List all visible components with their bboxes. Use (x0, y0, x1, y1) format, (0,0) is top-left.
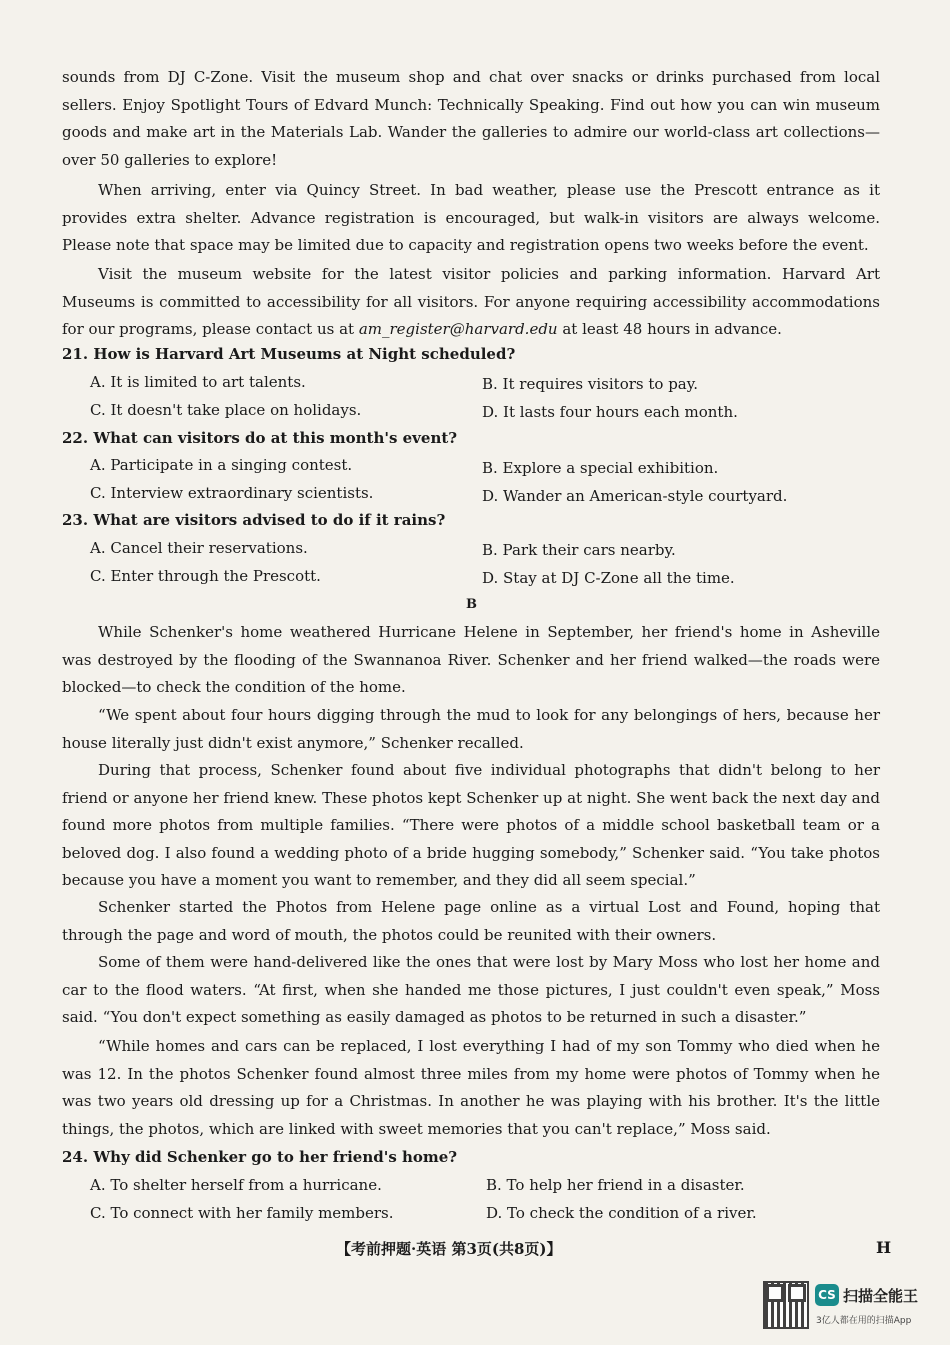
question-24-option-a[interactable]: A. To shelter herself from a hurricane. (90, 1176, 382, 1194)
qr-code-icon (763, 1281, 809, 1329)
passage-b-paragraph-5: Some of them were hand-delivered like the ones that were lost by Mary Moss who lost her home and car to the flood waters. “At first, when she handed me those pictures, I just couldn't even speak,” Moss said. “You don't expect something as easily damaged as photos to be returned in such a disaster.” (62, 953, 880, 1026)
camscanner-name: 扫描全能王 (843, 1287, 919, 1305)
question-21: 21. How is Harvard Art Museums at Night scheduled? (62, 345, 516, 363)
question-22-option-a[interactable]: A. Participate in a singing contest. (90, 456, 353, 474)
question-22-option-b[interactable]: B. Explore a special exhibition. (482, 459, 719, 477)
question-22-option-d[interactable]: D. Wander an American-style courtyard. (482, 487, 788, 505)
contact-email: am_register@harvard.edu (358, 320, 558, 338)
question-22-option-c[interactable]: C. Interview extraordinary scientists. (90, 484, 374, 502)
question-22: 22. What can visitors do at this month's event? (62, 429, 458, 447)
question-24-option-b[interactable]: B. To help her friend in a disaster. (486, 1176, 745, 1194)
question-24-option-d[interactable]: D. To check the condition of a river. (486, 1204, 757, 1222)
section-b-heading: B (466, 597, 477, 612)
footer-page-info: 【考前押题·英语 第3页(共8页)】 (336, 1240, 562, 1258)
question-21-option-d[interactable]: D. It lasts four hours each month. (482, 403, 738, 421)
question-23: 23. What are visitors advised to do if it rains? (62, 511, 446, 529)
question-24-option-c[interactable]: C. To connect with her family members. (90, 1204, 394, 1222)
passage-b-paragraph-1: While Schenker's home weathered Hurricane Helene in September, her friend's home in Asheville was destroyed by the flooding of the Swannanoa River. Schenker and her friend walked—the roads were blocked—to check the condition of the home. (62, 623, 880, 696)
question-23-option-b[interactable]: B. Park their cars nearby. (482, 541, 676, 559)
passage-a-paragraph-3 (62, 261, 880, 344)
camscanner-logo-icon: CS (815, 1284, 839, 1306)
question-21-option-a[interactable]: A. It is limited to art talents. (90, 373, 306, 391)
passage-b-paragraph-4: Schenker started the Photos from Helene page online as a virtual Lost and Found, hoping that through the page and word of mouth, the photos could be reunited with their owners. (62, 898, 880, 944)
passage-a-paragraph-1: sounds from DJ C-Zone. Visit the museum shop and chat over snacks or drinks purchased from local sellers. Enjoy Spotlight Tours of Edvard Munch: Technically Speaking. Find out how you can win museum goods and make art in the Materials Lab. Wander the galleries to admire our world-class art collections—over 50 galleries to explore! (62, 68, 880, 169)
question-21-option-b[interactable]: B. It requires visitors to pay. (482, 375, 698, 393)
question-23-option-c[interactable]: C. Enter through the Prescott. (90, 567, 321, 585)
passage-b-paragraph-6: “While homes and cars can be replaced, I lost everything I had of my son Tommy who died when he was 12. In the photos Schenker found almost three miles from my home were photos of Tommy when he was two years old dressing up for a Christmas. In another he was playing with his brother. It's the little things, the photos, which are linked with sweet memories that you can't replace,” Moss said. (62, 1037, 880, 1138)
passage-b-paragraph-2: “We spent about four hours digging through the mud to look for any belongings of hers, because her house literally just didn't exist anymore,” Schenker recalled. (62, 706, 880, 752)
paragraph-3-text-end: at least 48 hours in advance. (557, 320, 782, 338)
camscanner-tagline: 3亿人都在用的扫描App (816, 1316, 912, 1326)
passage-b-paragraph-3: During that process, Schenker found about five individual photographs that didn't belong to her friend or anyone her friend knew. These photos kept Schenker up at night. She went back the next day and found more photos from multiple families. “There were photos of a middle school basketball team or a beloved dog. I also found a wedding photo of a bride hugging somebody,” Schenker said. “You take photos because you have a moment you want to remember, and they did all seem special.” (62, 761, 880, 889)
paragraph-3-text-start: Visit the museum website for the latest visitor policies and parking information. Harvard Art Museums is committed to accessibility for all visitors. For anyone requiring accessibility accommodations for our programs, please contact us at (62, 265, 880, 338)
question-21-option-c[interactable]: C. It doesn't take place on holidays. (90, 401, 362, 419)
question-23-option-d[interactable]: D. Stay at DJ C-Zone all the time. (482, 569, 735, 587)
question-24: 24. Why did Schenker go to her friend's home? (62, 1148, 458, 1166)
footer-paper-code: H (876, 1238, 892, 1257)
question-23-option-a[interactable]: A. Cancel their reservations. (90, 539, 308, 557)
passage-a-paragraph-2: When arriving, enter via Quincy Street. In bad weather, please use the Prescott entrance as it provides extra shelter. Advance registration is encouraged, but walk-in visitors are always welcome. Please note that space may be limited due to capacity and registration opens two weeks before the event. (62, 181, 880, 254)
